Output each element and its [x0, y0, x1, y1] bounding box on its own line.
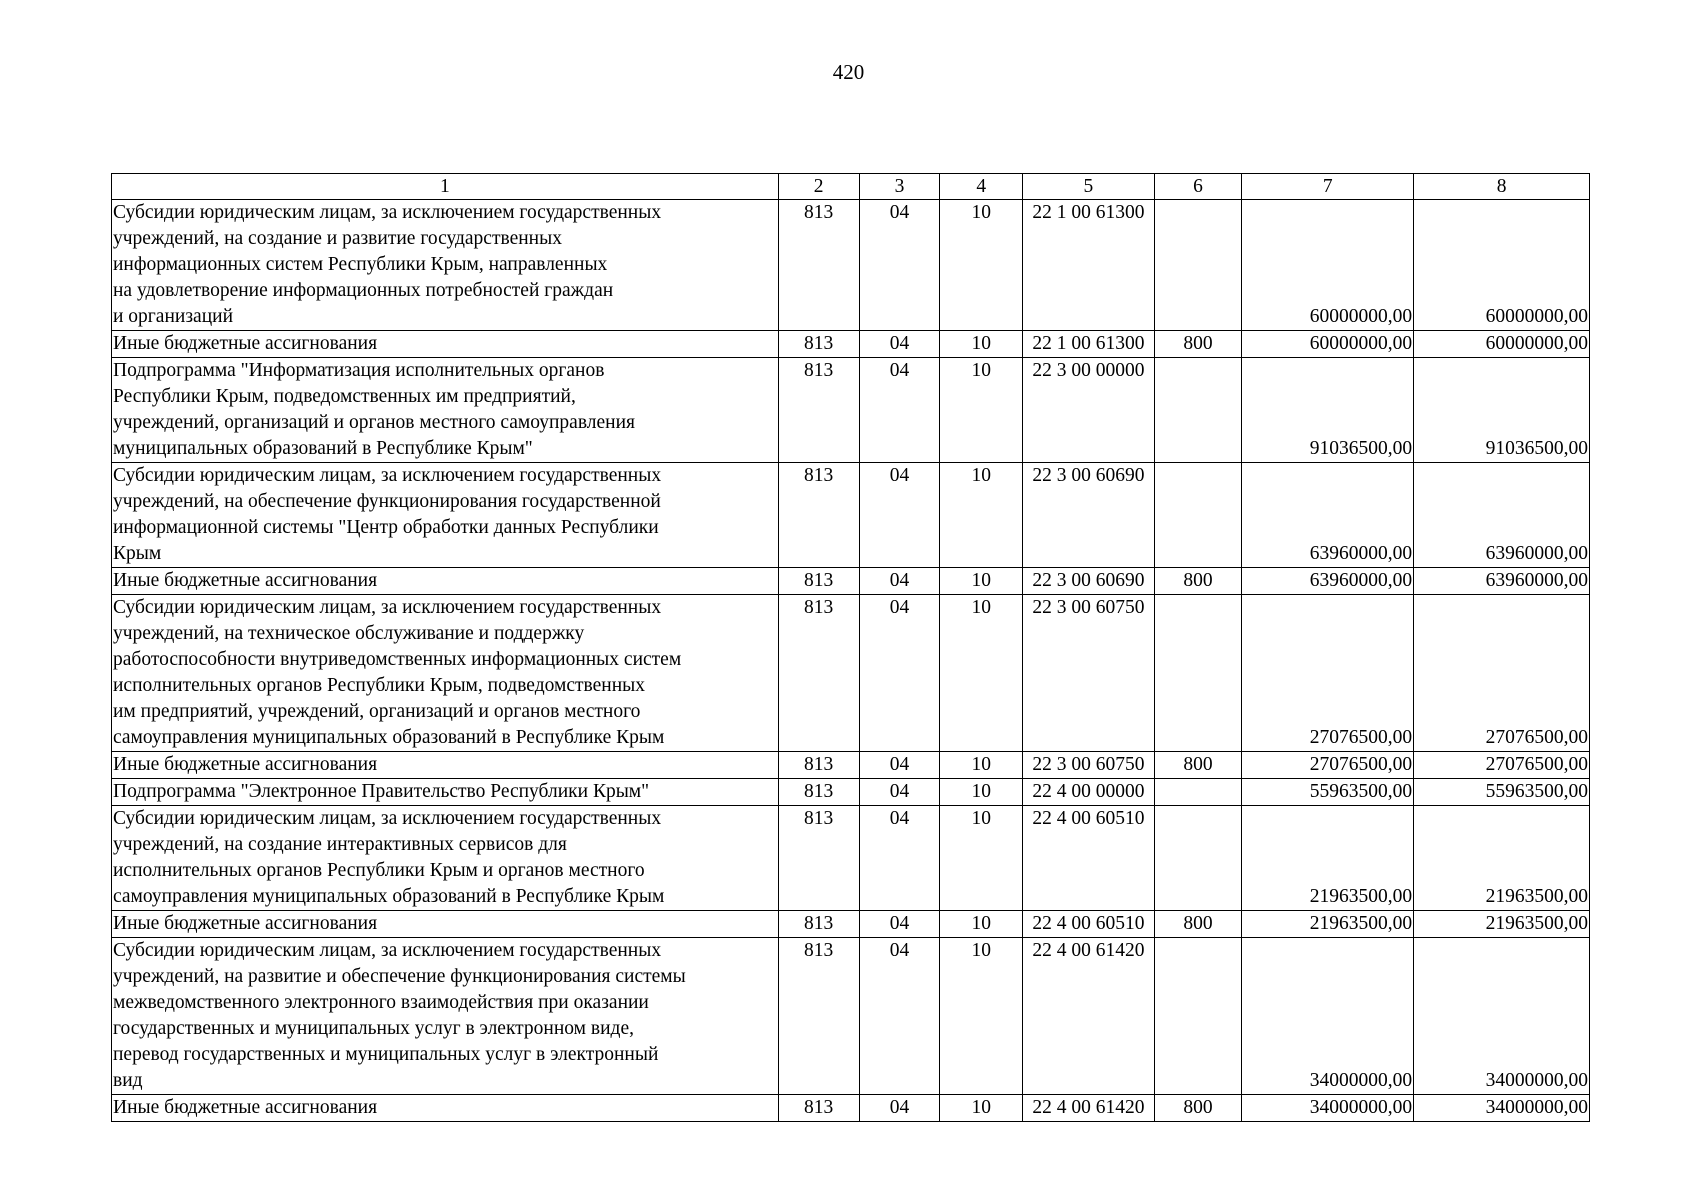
description-cell: Субсидии юридическим лицам, за исключением государственных учреждений, на обеспечение функционирования государственной информационной системы "Центр обработки данных Республики Крым: [112, 463, 779, 568]
amount-cell-8: 63960000,00: [1414, 568, 1590, 595]
target-article-cell: 22 3 00 60690: [1023, 568, 1154, 595]
code-cell: 813: [778, 752, 859, 779]
expense-type-cell: [1154, 806, 1242, 911]
amount-cell-8: 34000000,00: [1414, 1095, 1590, 1122]
section-cell: 04: [859, 752, 940, 779]
expense-type-cell: [1154, 595, 1242, 752]
expense-type-cell: [1154, 463, 1242, 568]
description-cell: Субсидии юридическим лицам, за исключением государственных учреждений, на развитие и обеспечение функционирования системы межведомственного электронного взаимодействия при оказании государственных и муниципальных услуг в электронном виде, перевод государственных и муниципальных услуг в электронный вид: [112, 938, 779, 1095]
header-cell-8: 8: [1414, 174, 1590, 200]
description-cell: Иные бюджетные ассигнования: [112, 331, 779, 358]
header-cell-3: 3: [859, 174, 940, 200]
header-cell-4: 4: [940, 174, 1023, 200]
code-cell: 813: [778, 938, 859, 1095]
target-article-cell: 22 4 00 61420: [1023, 938, 1154, 1095]
table-row: [112, 938, 1590, 1095]
table-row: [112, 358, 1590, 463]
table-row: [112, 1095, 1590, 1122]
description-cell: Иные бюджетные ассигнования: [112, 752, 779, 779]
section-cell: 04: [859, 358, 940, 463]
header-cell-2: 2: [778, 174, 859, 200]
amount-cell-8: 21963500,00: [1414, 806, 1590, 911]
target-article-cell: 22 3 00 00000: [1023, 358, 1154, 463]
table-row: [112, 752, 1590, 779]
section-cell: 04: [859, 911, 940, 938]
page-number: 420: [832, 60, 865, 84]
table-row: [112, 806, 1590, 911]
code-cell: 813: [778, 806, 859, 911]
section-cell: 04: [859, 1095, 940, 1122]
amount-cell-7: 55963500,00: [1242, 779, 1414, 806]
code-cell: 813: [778, 595, 859, 752]
expense-type-cell: 800: [1154, 911, 1242, 938]
section-cell: 04: [859, 779, 940, 806]
amount-cell-7: 63960000,00: [1242, 568, 1414, 595]
description-cell: Иные бюджетные ассигнования: [112, 1095, 779, 1122]
expense-type-cell: 800: [1154, 568, 1242, 595]
description-cell: Иные бюджетные ассигнования: [112, 911, 779, 938]
header-cell-5: 5: [1023, 174, 1154, 200]
table-row: [112, 568, 1590, 595]
subsection-cell: 10: [940, 568, 1023, 595]
target-article-cell: 22 3 00 60750: [1023, 595, 1154, 752]
amount-cell-7: 27076500,00: [1242, 595, 1414, 752]
table-row: [112, 463, 1590, 568]
code-cell: 813: [778, 568, 859, 595]
section-cell: 04: [859, 200, 940, 331]
expense-type-cell: 800: [1154, 331, 1242, 358]
expense-type-cell: [1154, 358, 1242, 463]
amount-cell-8: 27076500,00: [1414, 595, 1590, 752]
subsection-cell: 10: [940, 779, 1023, 806]
header-cell-1: 1: [112, 174, 779, 200]
target-article-cell: 22 1 00 61300: [1023, 331, 1154, 358]
code-cell: 813: [778, 331, 859, 358]
amount-cell-8: 34000000,00: [1414, 938, 1590, 1095]
code-cell: 813: [778, 911, 859, 938]
expense-type-cell: 800: [1154, 1095, 1242, 1122]
subsection-cell: 10: [940, 463, 1023, 568]
amount-cell-8: 21963500,00: [1414, 911, 1590, 938]
target-article-cell: 22 4 00 00000: [1023, 779, 1154, 806]
code-cell: 813: [778, 358, 859, 463]
code-cell: 813: [778, 1095, 859, 1122]
header-cell-7: 7: [1242, 174, 1414, 200]
table-row: [112, 911, 1590, 938]
section-cell: 04: [859, 331, 940, 358]
description-cell: Субсидии юридическим лицам, за исключением государственных учреждений, на техническое обслуживание и поддержку работоспособности внутриведомственных информационных систем исполнительных органов Республики Крым, подведомственных им предприятий, учреждений, организаций и органов местного самоуправления муниципальных образований в Республике Крым: [112, 595, 779, 752]
description-cell: Субсидии юридическим лицам, за исключением государственных учреждений, на создание и развитие государственных информационных систем Республики Крым, направленных на удовлетворение информационных потребностей граждан и организаций: [112, 200, 779, 331]
subsection-cell: 10: [940, 1095, 1023, 1122]
amount-cell-8: 55963500,00: [1414, 779, 1590, 806]
description-cell: Иные бюджетные ассигнования: [112, 568, 779, 595]
target-article-cell: 22 1 00 61300: [1023, 200, 1154, 331]
section-cell: 04: [859, 568, 940, 595]
subsection-cell: 10: [940, 200, 1023, 331]
section-cell: 04: [859, 938, 940, 1095]
subsection-cell: 10: [940, 938, 1023, 1095]
expense-type-cell: 800: [1154, 752, 1242, 779]
amount-cell-7: 34000000,00: [1242, 938, 1414, 1095]
amount-cell-7: 63960000,00: [1242, 463, 1414, 568]
amount-cell-8: 63960000,00: [1414, 463, 1590, 568]
amount-cell-8: 60000000,00: [1414, 200, 1590, 331]
section-cell: 04: [859, 463, 940, 568]
code-cell: 813: [778, 463, 859, 568]
amount-cell-7: 27076500,00: [1242, 752, 1414, 779]
subsection-cell: 10: [940, 806, 1023, 911]
subsection-cell: 10: [940, 595, 1023, 752]
header-cell-6: 6: [1154, 174, 1242, 200]
table-row: [112, 331, 1590, 358]
amount-cell-7: 21963500,00: [1242, 911, 1414, 938]
amount-cell-7: 60000000,00: [1242, 331, 1414, 358]
expense-type-cell: [1154, 938, 1242, 1095]
budget-table: [111, 173, 1590, 1122]
amount-cell-7: 91036500,00: [1242, 358, 1414, 463]
subsection-cell: 10: [940, 911, 1023, 938]
subsection-cell: 10: [940, 358, 1023, 463]
target-article-cell: 22 3 00 60690: [1023, 463, 1154, 568]
code-cell: 813: [778, 779, 859, 806]
amount-cell-8: 60000000,00: [1414, 331, 1590, 358]
expense-type-cell: [1154, 200, 1242, 331]
amount-cell-7: 21963500,00: [1242, 806, 1414, 911]
description-cell: Подпрограмма "Информатизация исполнительных органов Республики Крым, подведомственных им предприятий, учреждений, организаций и органов местного самоуправления муниципальных образований в Республике Крым": [112, 358, 779, 463]
subsection-cell: 10: [940, 752, 1023, 779]
subsection-cell: 10: [940, 331, 1023, 358]
target-article-cell: 22 4 00 61420: [1023, 1095, 1154, 1122]
expense-type-cell: [1154, 779, 1242, 806]
amount-cell-8: 27076500,00: [1414, 752, 1590, 779]
description-cell: Подпрограмма "Электронное Правительство Республики Крым": [112, 779, 779, 806]
table-row: [112, 595, 1590, 752]
target-article-cell: 22 3 00 60750: [1023, 752, 1154, 779]
amount-cell-7: 34000000,00: [1242, 1095, 1414, 1122]
description-cell: Субсидии юридическим лицам, за исключением государственных учреждений, на создание интерактивных сервисов для исполнительных органов Республики Крым и органов местного самоуправления муниципальных образований в Республике Крым: [112, 806, 779, 911]
amount-cell-7: 60000000,00: [1242, 200, 1414, 331]
target-article-cell: 22 4 00 60510: [1023, 911, 1154, 938]
amount-cell-8: 91036500,00: [1414, 358, 1590, 463]
section-cell: 04: [859, 595, 940, 752]
section-cell: 04: [859, 806, 940, 911]
header-row: [112, 174, 1590, 200]
code-cell: 813: [778, 200, 859, 331]
target-article-cell: 22 4 00 60510: [1023, 806, 1154, 911]
table-row: [112, 200, 1590, 331]
table-row: [112, 779, 1590, 806]
